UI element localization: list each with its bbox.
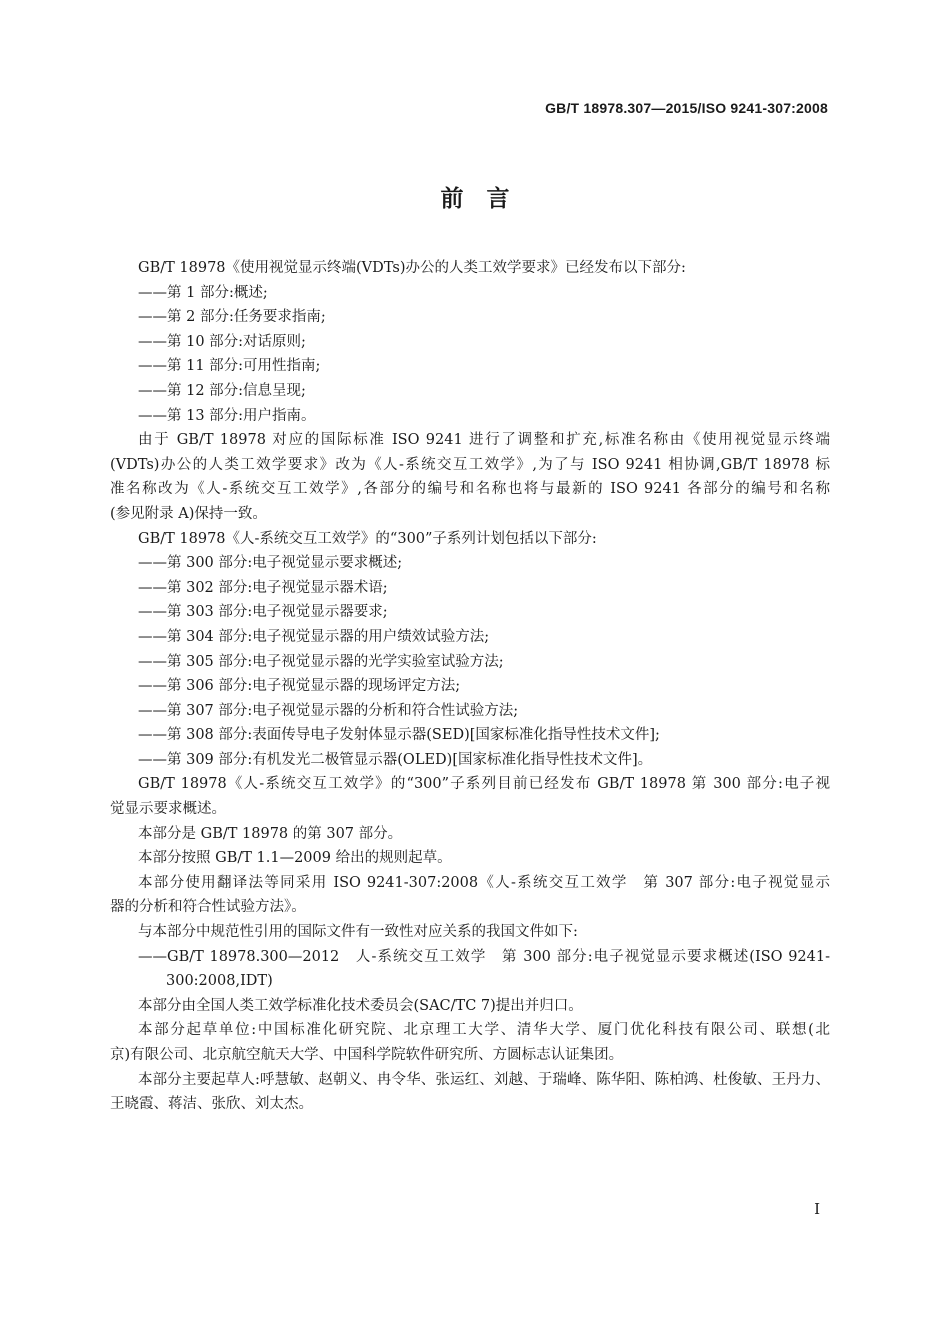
body-text-line: 300:2008,IDT): [166, 973, 273, 990]
foreword-body: [110, 256, 830, 1117]
body-text-line: ——第 308 部分:表面传导电子发射体显示器(SED)[国家标准化指导性技术文件];: [138, 727, 660, 744]
body-text-line: 王晓霞、蒋洁、张欣、刘太杰。: [110, 1096, 313, 1113]
body-text-line: 器的分析和符合性试验方法》。: [110, 899, 306, 916]
body-text-line: ——第 303 部分:电子视觉显示器要求;: [138, 604, 388, 621]
body-text-line: 京)有限公司、北京航空航天大学、中国科学院软件研究所、方圆标志认证集团。: [110, 1047, 624, 1063]
standard-code-header: GB/T 18978.307—2015/ISO 9241-307:2008: [545, 100, 828, 116]
body-text-line: (VDTs)办公的人类工效学要求》改为《人-系统交互工效学》,为了与 ISO 9241 相协调,GB/T 18978 标: [110, 456, 830, 473]
body-text-line: (参见附录 A)保持一致。: [110, 505, 267, 522]
body-text-line: ——第 11 部分:可用性指南;: [138, 358, 321, 375]
body-text-line: 本部分使用翻译法等同采用 ISO 9241-307:2008《人-系统交互工效学 第 307 部分:电子视觉显示: [138, 874, 830, 891]
body-text-line: 由于 GB/T 18978 对应的国际标准 ISO 9241 进行了调整和扩充,标准名称由《使用视觉显示终端: [138, 432, 830, 449]
body-text-line: 觉显示要求概述。: [110, 801, 226, 818]
body-text-line: ——第 304 部分:电子视觉显示器的用户绩效试验方法;: [138, 628, 490, 645]
body-text-line: ——第 300 部分:电子视觉显示要求概述;: [138, 555, 403, 572]
body-text-line: 与本部分中规范性引用的国际文件有一致性对应关系的我国文件如下:: [138, 924, 578, 941]
body-text-line: GB/T 18978《使用视觉显示终端(VDTs)办公的人类工效学要求》已经发布以下部分:: [138, 260, 686, 276]
body-text-line: GB/T 18978《人-系统交互工效学》的“300”子系列目前已经发布 GB/T 18978 第 300 部分:电子视: [138, 776, 830, 793]
body-text-line: ——GB/T 18978.300—2012 人-系统交互工效学 第 300 部分:电子视觉显示要求概述(ISO 9241-: [138, 948, 830, 965]
body-text-line: ——第 305 部分:电子视觉显示器的光学实验室试验方法;: [138, 653, 504, 670]
body-text-line: 本部分起草单位:中国标准化研究院、北京理工大学、清华大学、厦门优化科技有限公司、联想(北: [138, 1022, 830, 1039]
body-text-line: ——第 10 部分:对话原则;: [138, 333, 306, 350]
body-text-line: GB/T 18978《人-系统交互工效学》的“300”子系列计划包括以下部分:: [138, 530, 597, 547]
body-text-line: 本部分由全国人类工效学标准化技术委员会(SAC/TC 7)提出并归口。: [138, 997, 583, 1014]
body-text-line: ——第 307 部分:电子视觉显示器的分析和符合性试验方法;: [138, 702, 519, 719]
page-title: 前 言: [440, 186, 510, 212]
body-text-line: ——第 309 部分:有机发光二极管显示器(OLED)[国家标准化指导性技术文件]。: [138, 751, 653, 768]
body-text-line: 本部分主要起草人:呼慧敏、赵朝义、冉令华、张运红、刘越、于瑞峰、陈华阳、陈柏鸿、杜俊敏、王丹力、: [138, 1071, 830, 1088]
body-text-line: 本部分是 GB/T 18978 的第 307 部分。: [138, 825, 403, 842]
page-number: I: [814, 1200, 820, 1218]
body-text-line: ——第 306 部分:电子视觉显示器的现场评定方法;: [138, 678, 461, 695]
body-text-line: 本部分按照 GB/T 1.1—2009 给出的规则起草。: [138, 850, 452, 867]
body-text-line: ——第 13 部分:用户指南。: [138, 407, 316, 424]
body-text-line: ——第 1 部分:概述;: [138, 284, 268, 301]
body-text-line: 准名称改为《人-系统交互工效学》,各部分的编号和名称也将与最新的 ISO 9241 各部分的编号和名称: [110, 481, 830, 498]
body-text-line: ——第 302 部分:电子视觉显示器术语;: [138, 579, 388, 596]
body-text-line: ——第 2 部分:任务要求指南;: [138, 309, 326, 326]
body-text-line: ——第 12 部分:信息呈现;: [138, 382, 306, 399]
